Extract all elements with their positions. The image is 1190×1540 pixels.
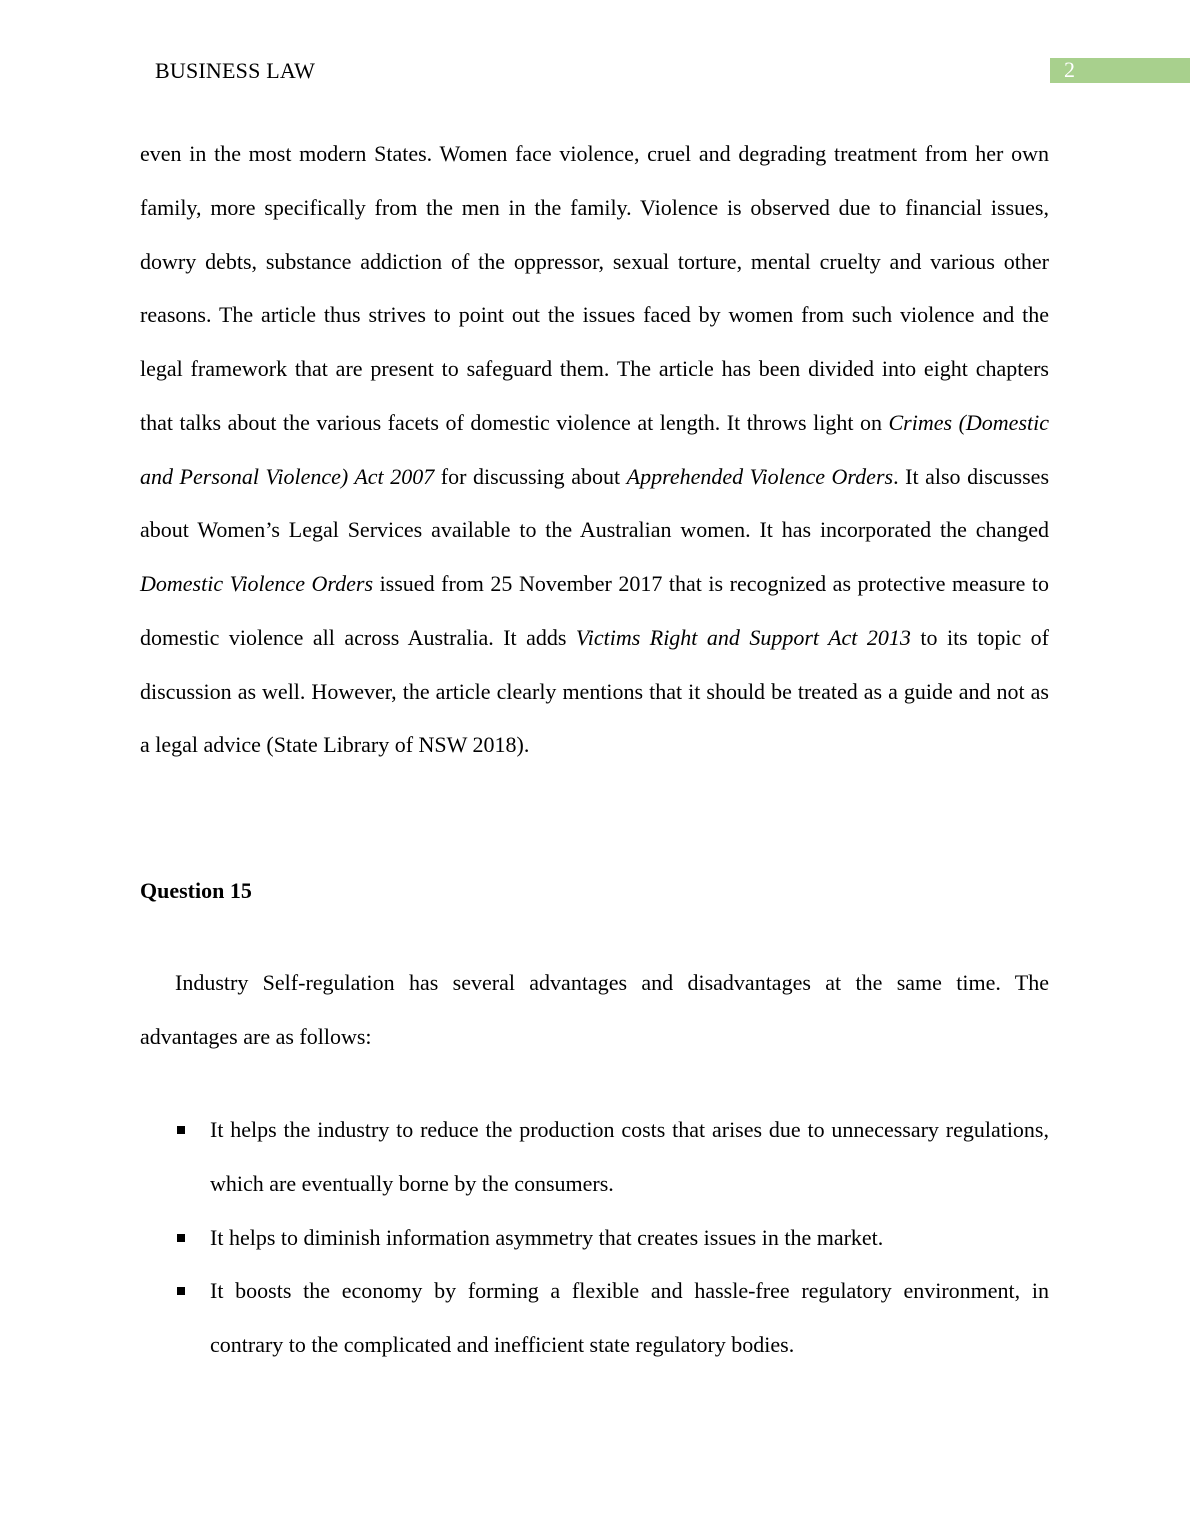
list-item-text: It boosts the economy by forming a flexible and hassle-free regulatory environment, in contrary to the complicated and inefficient state regulatory bodies. [210, 1278, 1049, 1357]
paragraph-text: issued from 25 November 2017 that is recognized as protective measure to domestic violence all across Australia. It adds [140, 571, 1049, 650]
list-item [140, 1103, 1049, 1211]
order-citation: Domestic Violence Orders [140, 571, 374, 596]
page-number: 2 [1064, 57, 1075, 82]
square-bullet-icon [177, 1234, 185, 1242]
list-item [140, 1264, 1049, 1372]
page-number-box [1050, 58, 1190, 83]
act-citation: Crimes (Domestic and Personal Violence) Act 2007 [140, 409, 1050, 489]
advantages-list [140, 1103, 1049, 1372]
list-item [140, 1211, 1049, 1265]
act-citation: Victims Right and Support Act 2013 [575, 624, 911, 650]
order-citation: Apprehended Violence Orders [626, 463, 894, 489]
header-title: BUSINESS LAW [155, 58, 316, 83]
paragraph-text: . It also discusses about Women’s Legal Services available to the Australian women. It has incorporated the changed [140, 463, 1050, 543]
square-bullet-icon [177, 1287, 185, 1295]
list-item-text: It helps the industry to reduce the production costs that arises due to unnecessary regulations, which are eventually borne by the consumers. [210, 1117, 1049, 1196]
question-section [140, 956, 1049, 1064]
square-bullet-icon [177, 1126, 185, 1134]
section-heading: Question 15 [140, 878, 252, 903]
paragraph-text: even in the most modern States. Women face violence, cruel and degrading treatment from her own family, more specifically from the men in the family. Violence is observed due to financial issues, dowry debts, substance addiction of the oppressor, sexual torture, mental cruelty and various other reasons. The article thus strives to point out the issues faced by women from such violence and the legal framework that are present to safeguard them. The article has been divided into eight chapters that talks about the various facets of domestic violence at length. It throws light on [140, 141, 1049, 435]
paragraph-text: to its topic of discussion as well. However, the article clearly mentions that it should be treated as a guide and not as a legal advice (State Library of NSW 2018). [140, 624, 1050, 758]
paragraph-text: for discussing about [434, 463, 627, 489]
list-item-text: It helps to diminish information asymmetry that creates issues in the market. [210, 1224, 884, 1250]
paragraph-continued [140, 127, 1049, 772]
intro-paragraph: Industry Self-regulation has several advantages and disadvantages at the same time. The advantages are as follows: [140, 970, 1049, 1049]
document-body [140, 127, 1050, 1357]
